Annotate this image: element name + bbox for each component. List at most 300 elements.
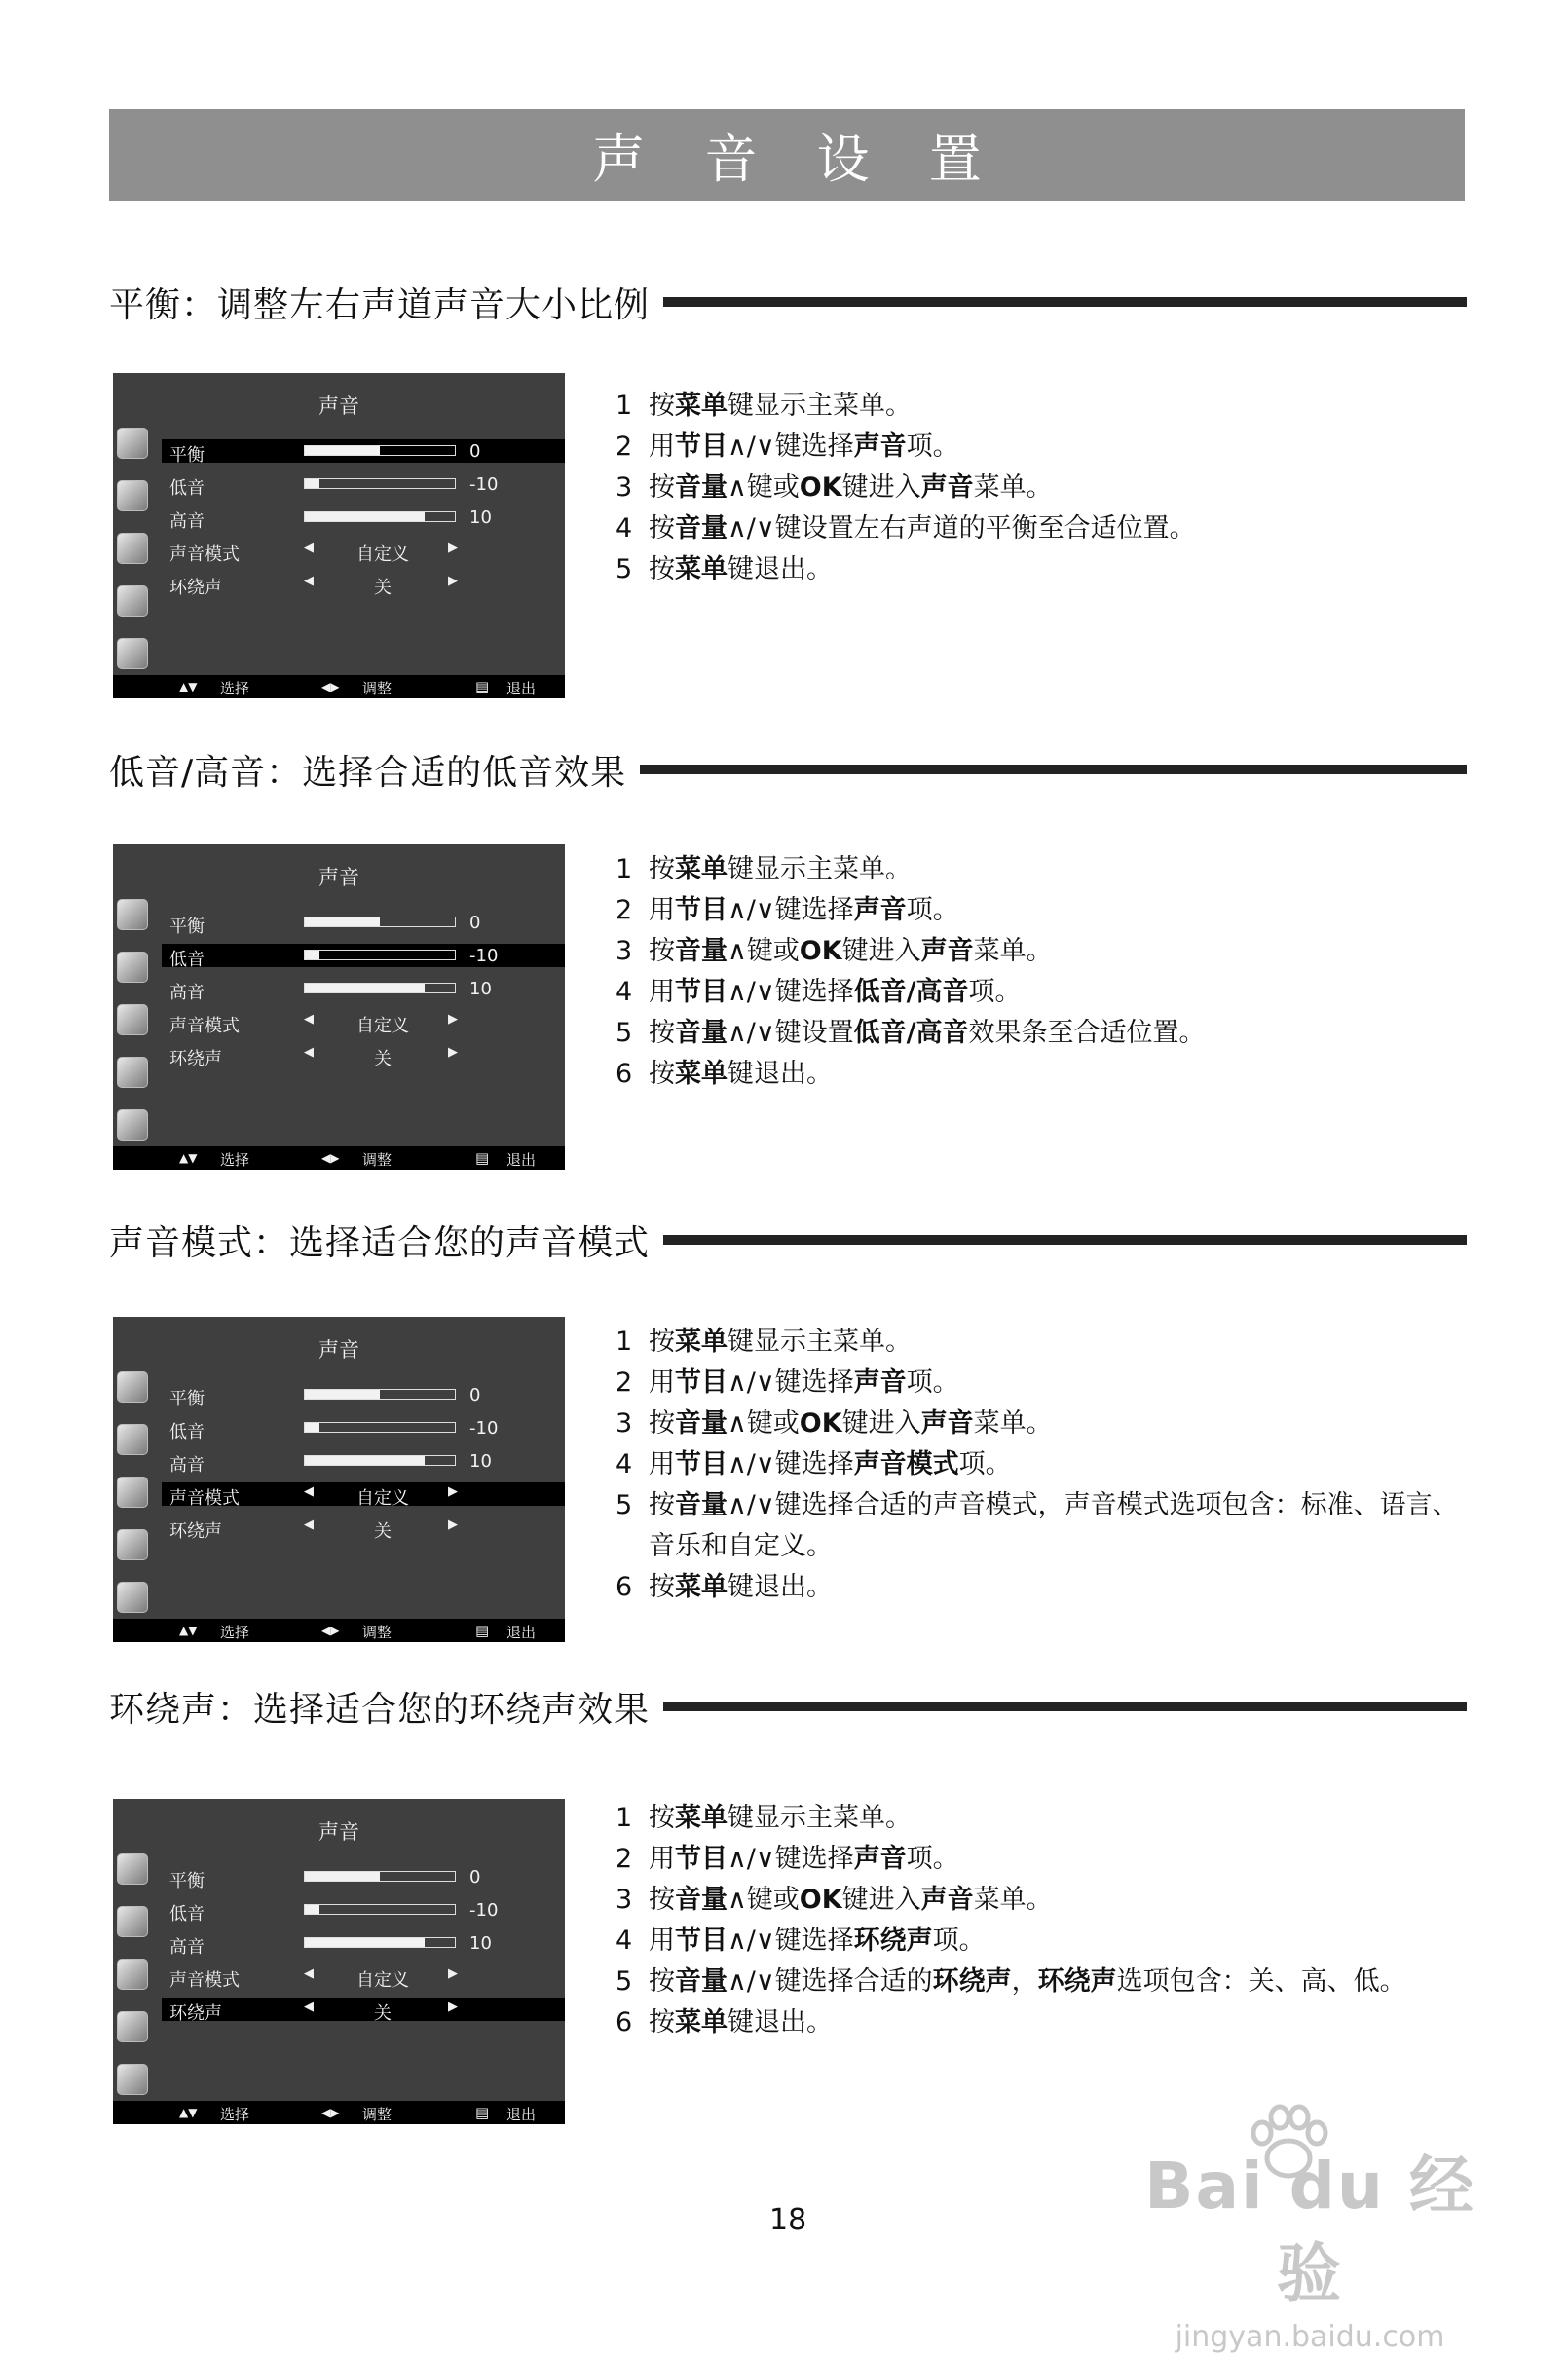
step-number: 1 (616, 854, 633, 884)
step-key-term: 声音 (853, 1844, 907, 1874)
step-key-term: 节目 (675, 431, 728, 462)
step-text-segment: ∧键或 (728, 1408, 800, 1439)
osd-menu-row[interactable] (162, 1010, 565, 1036)
step-number: 1 (616, 1803, 633, 1833)
osd-footer (113, 675, 565, 698)
step-text-segment: ∧/∨键选择合适的声音模式，声音模式选项包含：标准、语言、音乐和自定义。 (649, 1490, 1459, 1561)
footer-adjust-label: 调整 (362, 1151, 392, 1169)
step-key-term: 声音 (853, 1367, 907, 1398)
step-text (649, 1880, 1473, 1921)
step-text-segment: 按 (649, 936, 675, 966)
left-right-arrows-icon: ◀▶ (321, 680, 340, 693)
step-text-segment: 用 (649, 977, 675, 1007)
instruction-step (616, 849, 1473, 890)
step-text-segment: ∧键或 (728, 1885, 800, 1915)
step-text-segment: 键退出。 (728, 1572, 833, 1602)
osd-level-bar (304, 445, 456, 456)
osd-menu-row[interactable] (162, 539, 565, 565)
osd-menu-row[interactable] (162, 1931, 565, 1958)
step-text-segment: ∧/∨键选择 (728, 1367, 854, 1398)
step-text-segment: 键进入 (841, 936, 921, 966)
osd-menu-row[interactable] (162, 572, 565, 598)
step-text-segment: ∧键或 (728, 936, 800, 966)
step-text-segment: 用 (649, 1926, 675, 1956)
step-text-segment: 键进入 (841, 472, 921, 503)
osd-level-fill (305, 1905, 319, 1914)
right-arrow-icon: ▶ (448, 1012, 458, 1027)
osd-level-bar (304, 1422, 456, 1433)
step-number: 4 (616, 1926, 633, 1956)
osd-row-label: 环绕声 (169, 1049, 222, 1069)
osd-level-bar (304, 917, 456, 927)
step-number: 1 (616, 1327, 633, 1357)
section-heading-text: 低音/高音：选择合适的低音效果 (109, 752, 627, 793)
section-heading (109, 278, 1467, 326)
footer-select-label: 选择 (220, 680, 250, 697)
osd-sound-menu (113, 844, 565, 1170)
osd-sound-menu (113, 373, 565, 698)
right-arrow-icon: ▶ (448, 1966, 458, 1981)
osd-menu-row[interactable] (162, 505, 565, 532)
right-arrow-icon: ▶ (448, 541, 458, 555)
heading-rule (663, 297, 1467, 307)
step-text-segment: 按 (649, 554, 675, 584)
step-key-term: 环绕声 (1037, 1966, 1117, 1997)
step-text-segment: 用 (649, 1449, 675, 1479)
step-key-term: 音量 (675, 472, 728, 503)
step-text-segment: 菜单。 (973, 1885, 1053, 1915)
step-key-term: 声音 (920, 936, 974, 966)
step-text (649, 1363, 1473, 1403)
step-text-segment: 按 (649, 2007, 675, 2038)
footer-adjust-label: 调整 (362, 680, 392, 697)
page-number: 18 (769, 2203, 807, 2237)
step-text-segment: 选项包含：关、高、低。 (1116, 1966, 1406, 1997)
step-number: 2 (616, 895, 633, 925)
instruction-step (616, 1322, 1473, 1363)
osd-option-value: 关 (374, 2003, 392, 2024)
left-arrow-icon: ◀ (304, 574, 314, 588)
picture-settings-icon (117, 428, 148, 459)
osd-icon-column (117, 899, 150, 1162)
osd-option-value: 关 (374, 578, 392, 598)
step-text-segment: ∧/∨键选择 (728, 895, 854, 925)
step-text (649, 1839, 1473, 1880)
step-text-segment: ∧/∨键选择 (728, 1926, 854, 1956)
step-text-segment: 按 (649, 391, 675, 421)
osd-row-label: 声音模式 (169, 1970, 240, 1991)
step-text (649, 1485, 1473, 1567)
osd-level-bar (304, 1455, 456, 1466)
osd-title: 声音 (318, 394, 359, 418)
clock-settings-icon (117, 1477, 148, 1508)
step-text (649, 427, 1473, 468)
step-number: 2 (616, 1367, 633, 1398)
step-text-segment: 按 (649, 1327, 675, 1357)
osd-menu-row[interactable] (162, 944, 565, 970)
osd-row-label: 声音模式 (169, 1488, 240, 1509)
menu-icon: ▤ (475, 678, 490, 695)
left-arrow-icon: ◀ (304, 1966, 314, 1981)
function-settings-icon (117, 1529, 148, 1560)
step-key-term: 声音 (853, 431, 907, 462)
step-text-segment: 键退出。 (728, 2007, 833, 2038)
step-key-term: 菜单 (675, 1572, 728, 1602)
up-down-arrows-icon: ▲▼ (179, 2106, 198, 2119)
step-number: 5 (616, 1966, 633, 1997)
osd-row-label: 声音模式 (169, 544, 240, 565)
instruction-step (616, 1798, 1473, 1839)
step-text-segment: 菜单。 (973, 936, 1053, 966)
menu-icon: ▤ (475, 1149, 490, 1167)
step-text-segment: 按 (649, 1966, 675, 1997)
osd-option-value: 自定义 (356, 1016, 409, 1036)
instruction-step (616, 508, 1473, 549)
step-text-segment: 用 (649, 1367, 675, 1398)
footer-exit-label: 退出 (506, 680, 537, 697)
step-text (649, 1013, 1473, 1054)
clock-settings-icon (117, 1959, 148, 1990)
lock-settings-icon (117, 1582, 148, 1613)
osd-row-label: 高音 (169, 983, 205, 1003)
instruction-step (616, 931, 1473, 972)
step-text-segment: 按 (649, 1803, 675, 1833)
step-text-segment: 键退出。 (728, 1059, 833, 1089)
osd-icon-column (117, 1853, 150, 2116)
left-arrow-icon: ◀ (304, 2000, 314, 2014)
step-text (649, 1921, 1473, 1962)
menu-icon: ▤ (475, 2104, 490, 2121)
step-text (649, 931, 1473, 972)
step-key-term: 音量 (675, 1408, 728, 1439)
step-key-term: 节目 (675, 977, 728, 1007)
osd-menu-row[interactable] (162, 1482, 565, 1509)
osd-row-label: 平衡 (169, 445, 205, 466)
left-arrow-icon: ◀ (304, 541, 314, 555)
baidu-watermark (1130, 2143, 1490, 2354)
instruction-step (616, 1013, 1473, 1054)
osd-level-fill (305, 1423, 319, 1432)
step-text (649, 549, 1473, 590)
page-title: 声 音 设 置 (592, 128, 1003, 190)
step-key-term: 音量 (675, 513, 728, 543)
clock-settings-icon (117, 1004, 148, 1035)
osd-row-label: 环绕声 (169, 578, 222, 598)
osd-row-label: 高音 (169, 1455, 205, 1476)
lock-settings-icon (117, 2064, 148, 2095)
osd-row-value: -10 (469, 1900, 499, 1921)
step-text-segment: 用 (649, 1844, 675, 1874)
step-text (649, 1322, 1473, 1363)
step-text (649, 972, 1473, 1013)
clock-settings-icon (117, 533, 148, 564)
instruction-step (616, 1921, 1473, 1962)
osd-row-value: 0 (469, 913, 481, 933)
step-text-segment: 项。 (932, 1926, 986, 1956)
left-arrow-icon: ◀ (304, 1484, 314, 1499)
step-key-term: 声音 (853, 895, 907, 925)
section-heading (109, 745, 1467, 794)
step-text-segment: 键退出。 (728, 554, 833, 584)
step-key-term: 节目 (675, 1926, 728, 1956)
step-text (649, 1444, 1473, 1485)
heading-rule (640, 765, 1467, 774)
osd-level-fill (305, 1938, 425, 1947)
instruction-step (616, 972, 1473, 1013)
step-text-segment: 键显示主菜单。 (728, 1327, 912, 1357)
step-text-segment: ∧/∨键选择 (728, 431, 854, 462)
step-text-segment: 按 (649, 1408, 675, 1439)
footer-adjust-label: 调整 (362, 1624, 392, 1641)
osd-option-value: 自定义 (356, 1488, 409, 1509)
up-down-arrows-icon: ▲▼ (179, 1151, 198, 1165)
step-number: 6 (616, 1059, 633, 1089)
step-key-term: 声音模式 (853, 1449, 959, 1479)
step-key-term: 声音 (920, 1408, 974, 1439)
osd-level-fill (305, 1456, 425, 1465)
section-heading-text: 声音模式：选择适合您的声音模式 (109, 1222, 651, 1263)
step-key-term: 节目 (675, 1449, 728, 1479)
instruction-step (616, 427, 1473, 468)
osd-level-bar (304, 983, 456, 993)
instruction-step (616, 1880, 1473, 1921)
step-key-term: 节目 (675, 1367, 728, 1398)
picture-settings-icon (117, 899, 148, 930)
osd-menu-row[interactable] (162, 1449, 565, 1476)
step-text (649, 2002, 1473, 2043)
osd-level-fill (305, 1872, 380, 1881)
osd-row-label: 环绕声 (169, 2003, 222, 2024)
step-text-segment: 键显示主菜单。 (728, 391, 912, 421)
osd-option-value: 自定义 (356, 1970, 409, 1991)
section-heading (109, 1682, 1467, 1731)
step-key-term: 低音/高音 (853, 977, 969, 1007)
step-number: 3 (616, 1885, 633, 1915)
osd-option-value: 关 (374, 1521, 392, 1542)
step-text-segment: ∧/∨键选择合适的 (728, 1966, 933, 1997)
osd-row-value: 10 (469, 1933, 492, 1954)
step-text-segment: 项。 (906, 1844, 959, 1874)
step-text-segment: 按 (649, 513, 675, 543)
step-key-term: 节目 (675, 1844, 728, 1874)
footer-adjust-label: 调整 (362, 2106, 392, 2123)
step-number: 3 (616, 472, 633, 503)
step-text-segment: 按 (649, 1059, 675, 1089)
osd-level-bar (304, 950, 456, 960)
osd-menu-row[interactable] (162, 911, 565, 937)
instruction-step (616, 1962, 1473, 2002)
section-heading-text: 环绕声：选择适合您的环绕声效果 (109, 1689, 651, 1730)
osd-row-value: 0 (469, 1385, 481, 1405)
step-text-segment: 键进入 (841, 1408, 921, 1439)
osd-sound-menu (113, 1799, 565, 2124)
step-key-term: 菜单 (675, 554, 728, 584)
step-key-term: 低音/高音 (853, 1018, 969, 1048)
instruction-step (616, 1567, 1473, 1608)
right-arrow-icon: ▶ (448, 2000, 458, 2014)
step-text-segment: 按 (649, 1885, 675, 1915)
step-number: 5 (616, 1490, 633, 1520)
osd-footer (113, 1619, 565, 1642)
step-number: 4 (616, 1449, 633, 1479)
step-text-segment: ∧键或 (728, 472, 800, 503)
instruction-step (616, 468, 1473, 508)
osd-menu-row[interactable] (162, 1964, 565, 1991)
step-text-segment: 用 (649, 431, 675, 462)
step-number: 1 (616, 391, 633, 421)
step-text-segment: 菜单。 (973, 1408, 1053, 1439)
osd-level-bar (304, 1389, 456, 1400)
right-arrow-icon: ▶ (448, 1517, 458, 1532)
osd-menu-row[interactable] (162, 1865, 565, 1889)
step-key-term: 菜单 (675, 854, 728, 884)
function-settings-icon (117, 2011, 148, 2042)
osd-level-fill (305, 479, 319, 488)
step-number: 6 (616, 1572, 633, 1602)
step-key-term: 菜单 (675, 1327, 728, 1357)
osd-level-fill (305, 917, 380, 926)
step-text-segment: ∧/∨键设置 (728, 1018, 854, 1048)
osd-level-fill (305, 984, 425, 992)
osd-title: 声音 (318, 866, 359, 889)
step-text-segment: 键进入 (841, 1885, 921, 1915)
osd-menu-row[interactable] (162, 439, 565, 466)
step-text (649, 1798, 1473, 1839)
osd-icon-column (117, 428, 150, 691)
function-settings-icon (117, 1057, 148, 1088)
osd-row-label: 平衡 (169, 917, 205, 937)
step-text-segment: 按 (649, 854, 675, 884)
step-text (649, 1962, 1473, 2002)
osd-menu-row[interactable] (162, 1043, 565, 1069)
picture-settings-icon (117, 1853, 148, 1885)
osd-menu-row[interactable] (162, 1898, 565, 1925)
instruction-step (616, 549, 1473, 590)
instruction-steps (616, 849, 1473, 1095)
osd-level-bar (304, 478, 456, 489)
step-key-term: OK (799, 1885, 842, 1915)
osd-row-value: 10 (469, 507, 492, 528)
instruction-step (616, 890, 1473, 931)
osd-menu-row[interactable] (162, 977, 565, 1003)
osd-menu-row[interactable] (162, 1383, 565, 1409)
osd-menu-row[interactable] (162, 1416, 565, 1440)
osd-row-label: 平衡 (169, 1871, 205, 1891)
instruction-step (616, 1444, 1473, 1485)
right-arrow-icon: ▶ (448, 1045, 458, 1060)
step-number: 4 (616, 977, 633, 1007)
step-number: 4 (616, 513, 633, 543)
lock-settings-icon (117, 638, 148, 669)
heading-rule (663, 1235, 1467, 1245)
step-key-term: OK (799, 1408, 842, 1439)
instruction-steps (616, 1798, 1473, 2043)
footer-select-label: 选择 (220, 1624, 250, 1641)
watermark-logo-text: Bai du 经验 (1144, 2149, 1475, 2311)
footer-exit-label: 退出 (506, 1624, 537, 1641)
footer-exit-label: 退出 (506, 1151, 537, 1169)
osd-title: 声音 (318, 1338, 359, 1362)
heading-rule (663, 1702, 1467, 1711)
osd-level-fill (305, 446, 380, 455)
instruction-step (616, 1363, 1473, 1403)
osd-footer (113, 1146, 565, 1170)
instruction-step (616, 1403, 1473, 1444)
step-key-term: OK (799, 472, 842, 503)
instruction-step (616, 386, 1473, 427)
footer-exit-label: 退出 (506, 2106, 537, 2123)
step-number: 6 (616, 2007, 633, 2038)
osd-title: 声音 (318, 1820, 359, 1844)
sound-settings-icon (117, 480, 148, 511)
osd-level-bar (304, 511, 456, 522)
osd-menu-row[interactable] (162, 1998, 565, 2024)
section-heading-text: 平衡：调整左右声道声音大小比例 (109, 284, 651, 325)
left-right-arrows-icon: ◀▶ (321, 1624, 340, 1637)
osd-row-value: -10 (469, 1418, 499, 1439)
step-key-term: 环绕声 (853, 1926, 933, 1956)
step-text-segment: 项。 (906, 895, 959, 925)
step-key-term: 菜单 (675, 1803, 728, 1833)
page-title-bar (109, 109, 1465, 201)
osd-level-fill (305, 1390, 380, 1399)
step-text-segment: ∧/∨键选择 (728, 977, 854, 1007)
osd-footer (113, 2101, 565, 2124)
sound-settings-icon (117, 1906, 148, 1937)
section-heading (109, 1216, 1467, 1264)
step-key-term: 音量 (675, 1018, 728, 1048)
step-number: 3 (616, 936, 633, 966)
step-number: 5 (616, 554, 633, 584)
step-number: 5 (616, 1018, 633, 1048)
step-key-term: 音量 (675, 936, 728, 966)
step-key-term: 音量 (675, 1885, 728, 1915)
step-text-segment: ∧/∨键设置左右声道的平衡至合适位置。 (728, 513, 1196, 543)
osd-menu-row[interactable] (162, 1515, 565, 1542)
left-arrow-icon: ◀ (304, 1012, 314, 1027)
right-arrow-icon: ▶ (448, 574, 458, 588)
step-text-segment: ∧/∨键选择 (728, 1844, 854, 1874)
step-text (649, 1567, 1473, 1608)
footer-select-label: 选择 (220, 2106, 250, 2123)
instruction-step (616, 1839, 1473, 1880)
osd-row-value: 0 (469, 441, 481, 462)
osd-row-value: 0 (469, 1867, 481, 1888)
osd-row-label: 低音 (169, 1904, 205, 1925)
instruction-step (616, 2002, 1473, 2043)
picture-settings-icon (117, 1371, 148, 1403)
osd-row-label: 高音 (169, 1937, 205, 1958)
step-text-segment: ， (1011, 1966, 1038, 1997)
step-text (649, 849, 1473, 890)
osd-sound-menu (113, 1317, 565, 1642)
up-down-arrows-icon: ▲▼ (179, 680, 198, 693)
step-text (649, 890, 1473, 931)
step-key-term: 音量 (675, 1490, 728, 1520)
step-text-segment: 效果条至合适位置。 (968, 1018, 1206, 1048)
osd-row-label: 低音 (169, 478, 205, 499)
osd-row-value: -10 (469, 474, 499, 495)
step-text-segment: 按 (649, 1572, 675, 1602)
osd-menu-row[interactable] (162, 472, 565, 499)
step-number: 3 (616, 1408, 633, 1439)
step-key-term: 环绕声 (932, 1966, 1012, 1997)
osd-level-bar (304, 1871, 456, 1882)
step-number: 2 (616, 1844, 633, 1874)
step-text-segment: 键显示主菜单。 (728, 854, 912, 884)
step-text-segment: 项。 (906, 431, 959, 462)
osd-row-label: 低音 (169, 1422, 205, 1442)
